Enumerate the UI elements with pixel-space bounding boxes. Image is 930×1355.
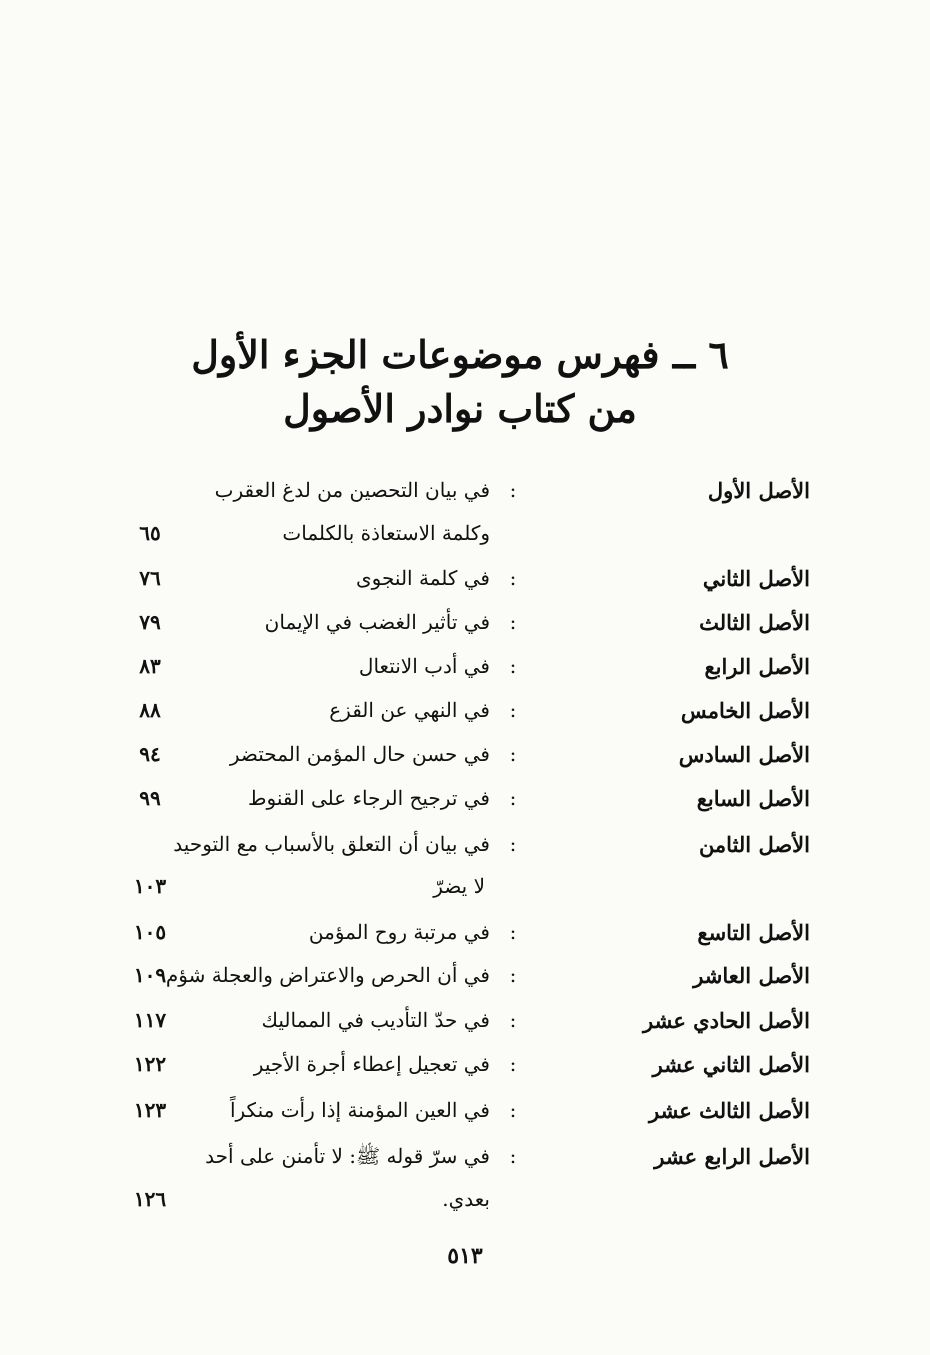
entry-heading: الأصل السابع <box>696 786 810 811</box>
entry-heading: الأصل العاشر <box>693 963 810 988</box>
toc-entry <box>0 1052 930 1096</box>
toc-entry <box>0 698 930 742</box>
entry-colon: : <box>509 1098 517 1122</box>
index-subtitle: من كتاب نوادر الأصول <box>283 386 637 431</box>
toc-entry <box>0 1008 930 1052</box>
entry-heading: الأصل الثامن <box>698 832 810 857</box>
toc-entry <box>0 920 930 964</box>
entry-topic: في تأثير الغضب في الإيمان <box>264 610 490 634</box>
entry-colon: : <box>509 698 517 722</box>
entry-page-number: ٦٥ <box>139 521 161 545</box>
entry-topic: في النهي عن القزع <box>329 698 490 722</box>
entry-heading: الأصل الخامس <box>680 698 810 723</box>
entry-topic: في أدب الانتعال <box>358 654 490 678</box>
entry-page-number: ٧٩ <box>139 610 161 634</box>
entry-colon: : <box>509 1052 517 1076</box>
entry-page-number: ١١٧ <box>133 1008 167 1032</box>
toc-entry-continuation <box>0 1187 930 1231</box>
entry-heading: الأصل الثالث عشر <box>648 1098 810 1123</box>
entry-colon: : <box>509 920 517 944</box>
entry-colon: : <box>509 742 517 766</box>
toc-entry <box>0 1098 930 1142</box>
toc-entry <box>0 963 930 1007</box>
entry-colon: : <box>509 832 517 856</box>
entry-colon: : <box>509 1008 517 1032</box>
entry-page-number: ٨٣ <box>139 654 161 678</box>
toc-entry <box>0 1144 930 1188</box>
toc-entry <box>0 610 930 654</box>
entry-topic-continuation: بعدي. <box>442 1187 490 1211</box>
index-title: ٦ ــ فهرس موضوعات الجزء الأول <box>191 332 729 377</box>
entry-topic: في ترجيح الرجاء على القنوط <box>248 786 490 810</box>
toc-entry <box>0 478 930 522</box>
entry-topic: في أن الحرص والاعتراض والعجلة شؤم <box>165 963 490 987</box>
entry-heading: الأصل الرابع <box>704 654 810 679</box>
entry-heading: الأصل الرابع عشر <box>654 1144 810 1169</box>
entry-heading: الأصل الحادي عشر <box>643 1008 810 1033</box>
entry-colon: : <box>509 566 517 590</box>
entry-colon: : <box>509 963 517 987</box>
entry-topic: في تعجيل إعطاء أجرة الأجير <box>253 1052 490 1076</box>
entry-heading: الأصل التاسع <box>697 920 810 945</box>
entry-colon: : <box>509 786 517 810</box>
toc-entry <box>0 742 930 786</box>
page-folio-number: ٥١٣ <box>447 1243 483 1269</box>
entry-colon: : <box>509 1144 517 1168</box>
toc-entry <box>0 566 930 610</box>
entry-topic: في حسن حال المؤمن المحتضر <box>229 742 490 766</box>
entry-heading: الأصل السادس <box>678 742 810 767</box>
entry-page-number: ٩٩ <box>139 786 161 810</box>
entry-topic-continuation: وكلمة الاستعاذة بالكلمات <box>282 521 490 545</box>
entry-topic: في كلمة النجوى <box>356 566 490 590</box>
entry-heading: الأصل الثاني <box>702 566 810 591</box>
entry-topic: في مرتبة روح المؤمن <box>308 920 490 944</box>
toc-entry <box>0 832 930 876</box>
entry-heading: الأصل الأول <box>707 478 810 503</box>
entry-page-number: ١٢٣ <box>133 1098 167 1122</box>
entry-topic: في حدّ التأديب في المماليك <box>261 1008 490 1032</box>
entry-topic: في بيان التحصين من لدغ العقرب <box>214 478 490 502</box>
toc-entry <box>0 654 930 698</box>
entry-page-number: ٧٦ <box>139 566 161 590</box>
entry-page-number: ٩٤ <box>139 742 161 766</box>
entry-colon: : <box>509 654 517 678</box>
entry-topic-continuation: لا يضرّ <box>433 874 485 898</box>
toc-entry-continuation <box>0 521 930 565</box>
entry-colon: : <box>509 478 517 502</box>
toc-entry <box>0 786 930 830</box>
entry-heading: الأصل الثالث <box>699 610 810 635</box>
entry-colon: : <box>509 610 517 634</box>
entry-page-number: ٨٨ <box>139 698 161 722</box>
entry-page-number: ١٠٩ <box>133 963 167 987</box>
entry-page-number: ١٢٦ <box>133 1187 167 1211</box>
entry-topic: في العين المؤمنة إذا رأت منكراً <box>229 1098 490 1122</box>
entry-page-number: ١٠٥ <box>133 920 167 944</box>
entry-page-number: ١٢٢ <box>133 1052 167 1076</box>
toc-entry-continuation <box>0 874 930 918</box>
entry-page-number: ١٠٣ <box>133 874 167 898</box>
entry-topic: في سرّ قوله ﷺ: لا تأمنن على أحد <box>205 1144 490 1168</box>
entry-topic: في بيان أن التعلق بالأسباب مع التوحيد <box>173 832 490 856</box>
entry-heading: الأصل الثاني عشر <box>652 1052 810 1077</box>
